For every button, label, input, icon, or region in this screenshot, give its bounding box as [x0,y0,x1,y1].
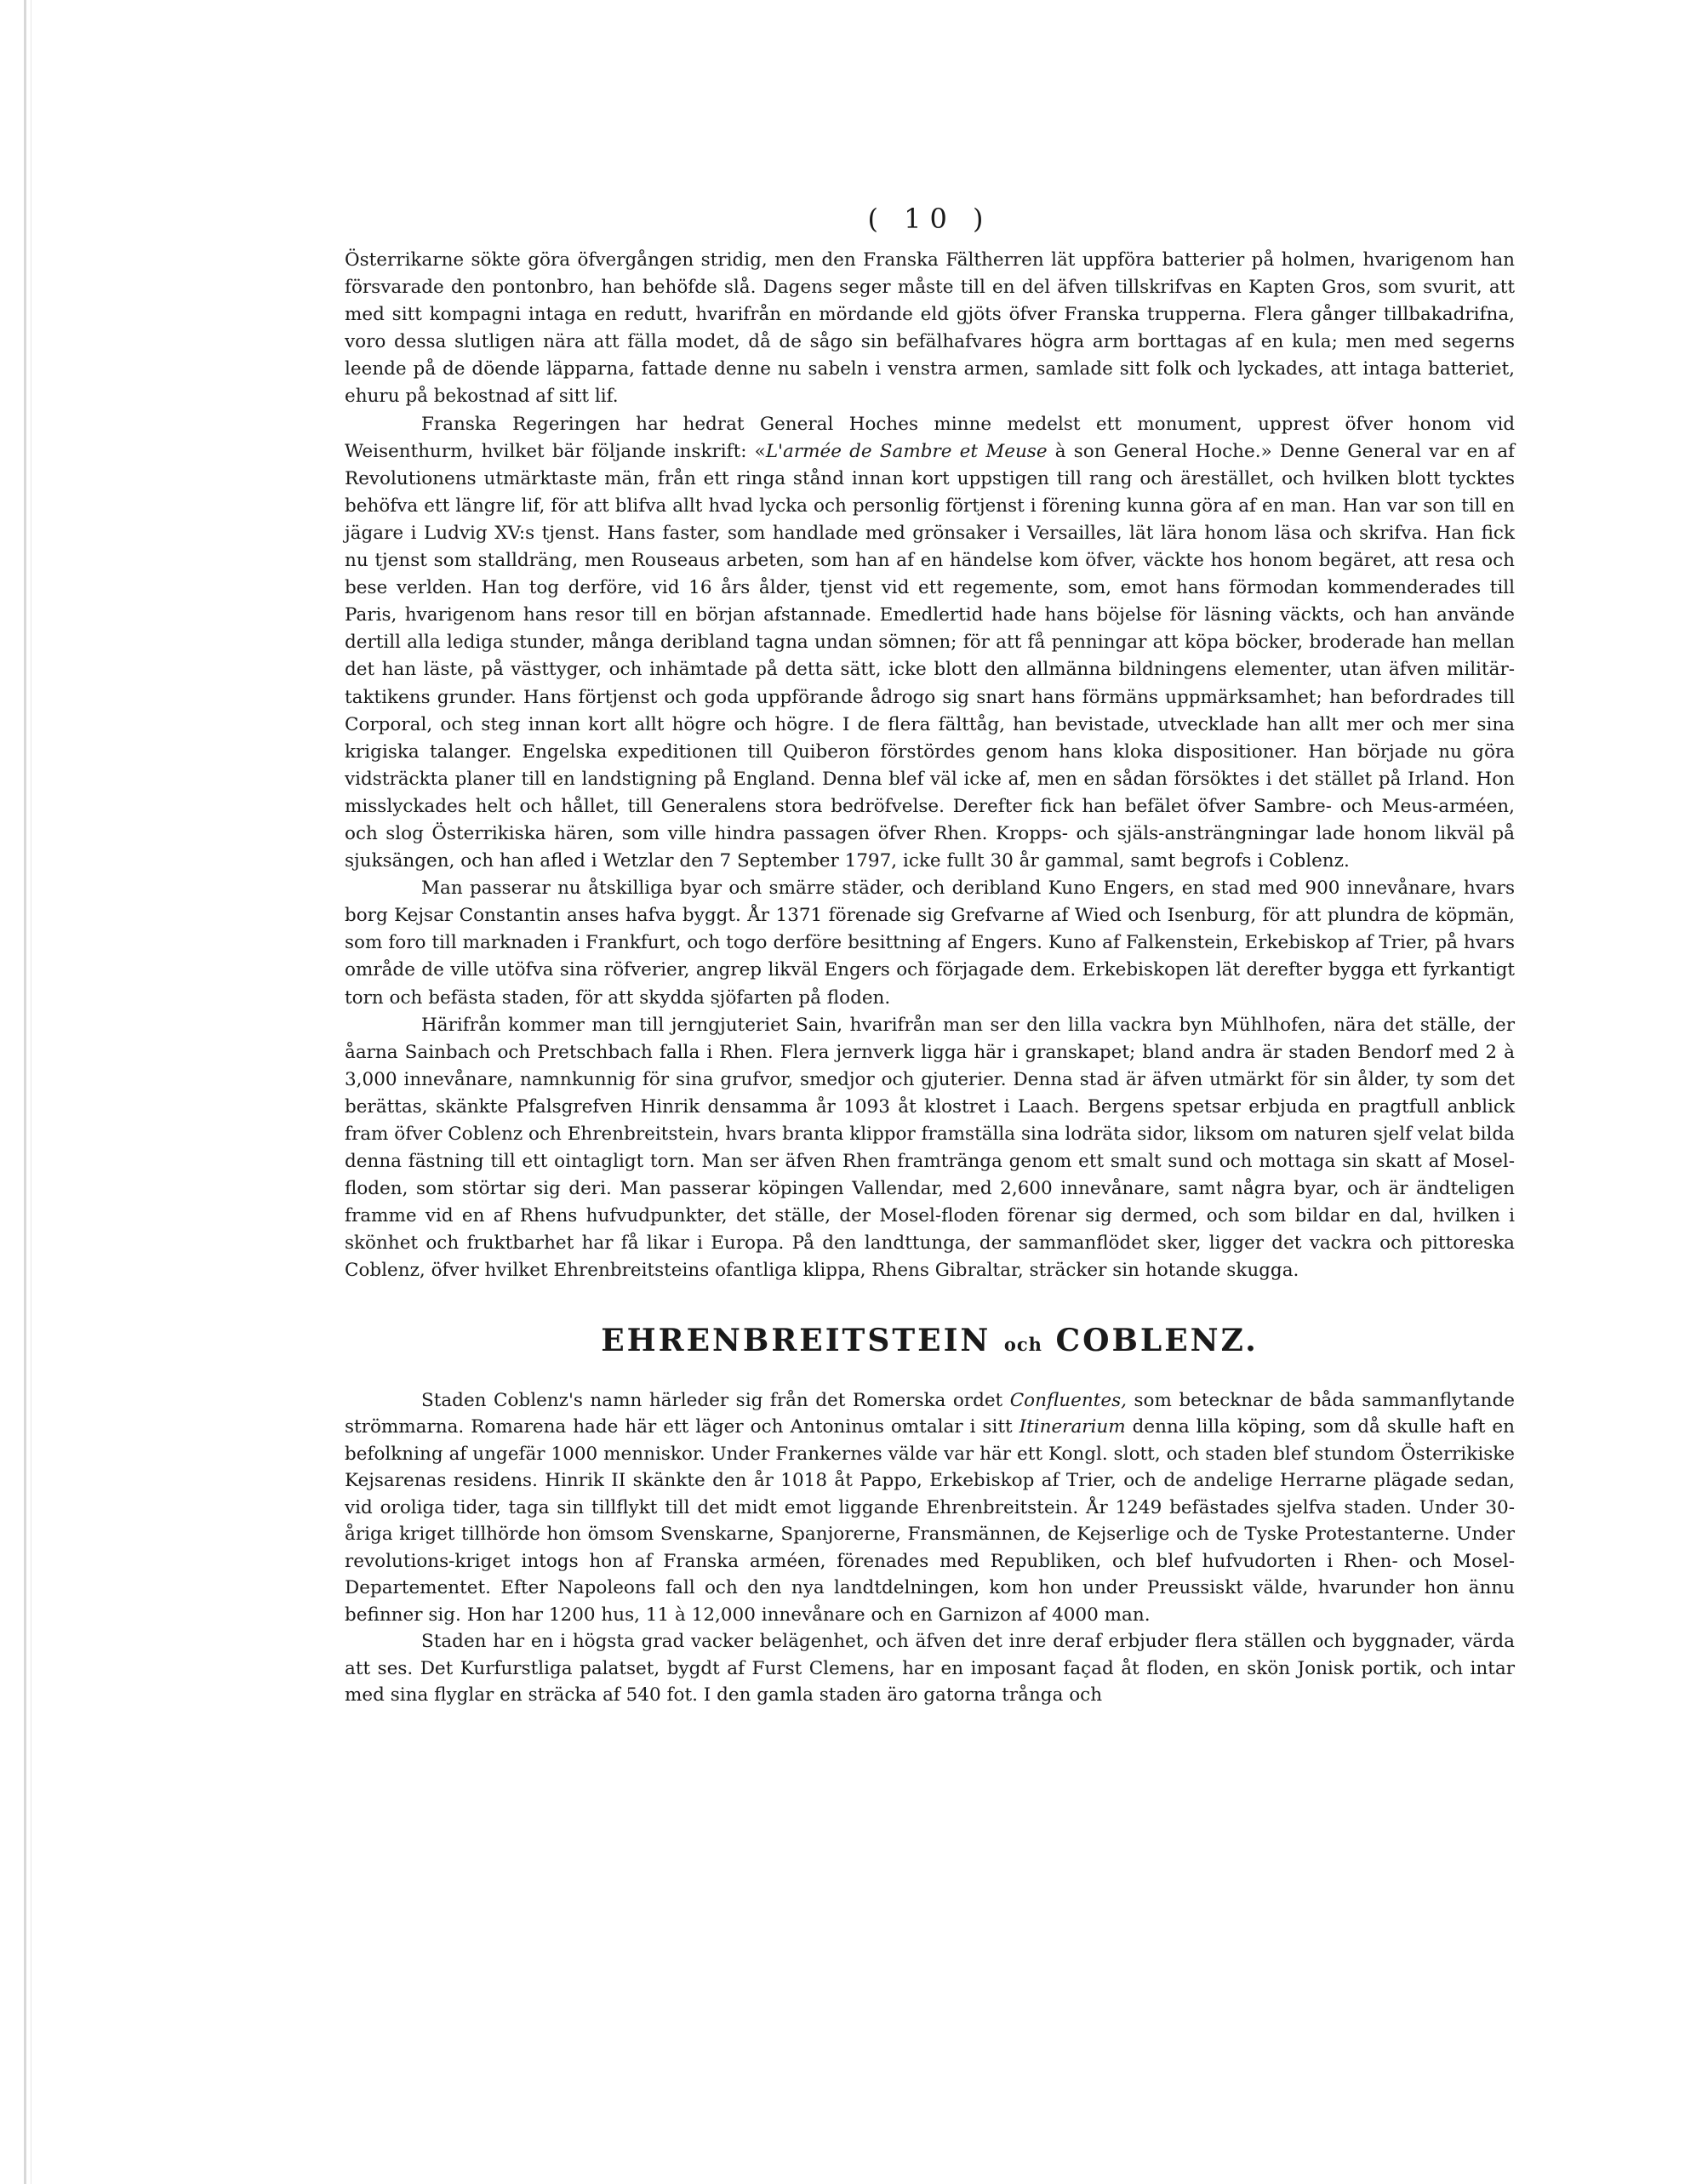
heading-part1: EHRENBREITSTEIN [601,1322,991,1358]
inscription-text: L'armée de Sambre et Meuse [765,440,1048,462]
paragraph-coblenz-history [345,1387,1515,1629]
heading-connector: och [1003,1333,1042,1355]
paragraph-battle: Österrikarne sökte göra öfvergången stridig, men den Franska Fältherren lät uppföra batterier på holmen, hvarigenom han försvarade den pontonbro, han behöfde slå. Dagens seger måste till en del äfven tillskrifvas en Kapten Gros, som svurit, att med sitt kompagni intaga en redutt, hvarifrån en mördande eld gjöts öfver Franska trupperna. Flera gånger tillbakadrifna, voro dessa slutligen nära att fälla modet, då de sågo sin befälhafvares högra arm borttagas af en kula; men med segerns leende på de döende läpparna, fattade denne nu sabeln i venstra armen, samlade sitt folk och lyckades, att intaga batteriet, ehuru på bekostnad af sitt lif. [345,249,1515,408]
heading-part2: COBLENZ. [1055,1322,1259,1358]
text-column [345,203,1515,1709]
page-number: ( 10 ) [867,203,992,235]
page-edge [24,0,26,2184]
coblenz-text-c: denna lilla köping, som då skulle haft en befolkning af ungefär 1000 menniskor. Under Frankernes välde var här ett Kongl. slott, och staden blef stundom Österrikiske Kejsarenas residens. Hinrik II skänkte den år 1018 åt Pappo, Erkebiskop af Trier, och de andelige Herrarne plägade sedan, vid oroliga tider, taga sin tillflykt till det midt emot liggande Ehrenbreitstein. År 1249 befästades sjelfva staden. Under 30-åriga kriget tillhörde hon ömsom Svenskarne, Spanjorerne, Fransmännen, de Kejserlige och de Tyske Protestanterne. Under revolutions-kriget intogs hon af Franska arméen, förenades med Republiken, och blef hufvudorten i Rhen- och Mosel-Departementet. Efter Napoleons fall och den nya landtdelningen, kom hon under Preussiskt välde, hvarunder hon ännu befinner sig. Hon har 1200 hus, 11 à 12,000 innevånare och en Garnizon af 4000 man. [345,1416,1515,1626]
confluentes-term: Confluentes, [1009,1389,1127,1411]
section-heading [345,1323,1515,1358]
paragraph-coblenz-city: Staden har en i högsta grad vacker belägenhet, och äfven det inre deraf erbjuder flera ställen och byggnader, värda att ses. Det Kurfurstliga palatset, bygdt af Furst Clemens, har en imposant façad åt floden, en skön Jonisk portik, och intar med sina flyglar en sträcka af 540 fot. I den gamla staden äro gatorna trånga och [345,1631,1515,1707]
paragraph-sain: Härifrån kommer man till jerngjuteriet Sain, hvarifrån man ser den lilla vackra byn Mühlhofen, nära det ställe, der åarna Sainbach och Pretschbach falla i Rhen. Flera jernverk ligga här i granskapet; bland andra är staden Bendorf med 2 à 3,000 innevånare, namnkunnig för sina grufvor, smedjor och gjuterier. Denna stad är äfven utmärkt för sin ålder, ty som det berättas, skänkte Pfalsgrefven Hinrik densamma år 1093 åt klostret i Laach. Bergens spetsar erbjuda en pragtfull anblick fram öfver Coblenz och Ehrenbreitstein, hvars branta klippor framställa sina lodräta sidor, liksom om naturen sjelf velat bilda denna fästning till ett ointagligt torn. Man ser äfven Rhen framtränga genom ett smalt sund och mottaga sin skatt af Mosel-floden, som störtar sig deri. Man passerar köpingen Vallendar, med 2,600 innevånare, samt några byar, och är ändteligen framme vid en af Rhens hufvudpunkter, det ställe, der Mosel-floden förenar sig dermed, och som bildar en dal, hvilken i skönhet och fruktbarhet har få likar i Europa. På den landttunga, der sammanflödet sker, ligger det vackra och pittoreska Coblenz, öfver hvilket Ehrenbreitsteins ofantliga klippa, Rhens Gibraltar, sträcker sin hotande skugga. [345,1014,1515,1282]
paragraph-monument [345,411,1515,876]
section-hoche [345,247,1515,1285]
monument-text-rest: à son General Hoche.» Denne General var en af Revolutionens utmärktaste män, från ett ringa stånd innan kort uppstigen till rang och ärestället, och hvilken blott tycktes behöfva ett längre lif, för att blifva allt hvad lycka och personlig förtjenst i förening kunna göra af en man. Han var son till en jägare i Ludvig XV:s tjenst. Hans faster, som handlade med grönsaker i Versailles, lät lära honom läsa och skrifva. Han fick nu tjenst som stalldräng, men Rouseaus arbeten, som han af en händelse kom öfver, väckte hos honom begäret, att resa och bese verlden. Han tog derföre, vid 16 års ålder, tjenst vid ett regemente, som, emot hans förmodan kommenderades till Paris, hvarigenom hans resor till en början afstannade. Emedlertid hade hans böjelse för läsning väckts, och han använde dertill alla lediga stunder, många deribland tagna undan sömnen; för att få penningar att köpa böcker, broderade han mellan det han läste, på västtyger, och inhämtade på detta sätt, icke blott den allmänna bildningens elementer, utan äfven militär-taktikens grunder. Hans förtjenst och goda uppförande ådrogo sig snart hans förmäns uppmärksamhet; han befordrades till Corporal, och steg innan kort allt högre och högre. I de flera fälttåg, han bevistade, utvecklade han allt mer och mer sina krigiska talanger. Engelska expeditionen till Quiberon förstördes genom hans kloka dispositioner. Han började nu göra vidsträckta planer till en landstigning på England. Denna blef väl icke af, men en sådan försöktes i det stället på Irland. Hon misslyckades helt och hållet, till Generalens stora bedröfvelse. Derefter fick han befälet öfver Sambre- och Meus-arméen, och slog Österrikiska hären, som ville hindra passagen öfver Rhen. Kropps- och själs-ansträngningar lade honom likväl på sjuksängen, och han afled i Wetzlar den 7 September 1797, icke fullt 30 år gammal, samt begrofs i Coblenz. [345,440,1516,872]
monument-text-start: Franska Regeringen har hedrat General Hoches minne medelst ett monument, upprest öfver honom vid Weisenthurm, hvilket bär följande inskrift: « [345,413,1515,462]
section-coblenz [345,1387,1515,1709]
paragraph-engers: Man passerar nu åtskilliga byar och smärre städer, och deribland Kuno Engers, en stad med 900 innevånare, hvars borg Kejsar Constantin anses hafva byggt. År 1371 förenade sig Grefvarne af Wied och Isenburg, för att plundra de köpmän, som foro till marknaden i Frankfurt, och togo derföre besittning af Engers. Kuno af Falkenstein, Erkebiskop af Trier, på hvars område de ville utöfva sina röfverier, angrep likväl Engers och förjagade dem. Erkebiskopen lät derefter bygga ett fyrkantigt torn och befästa staden, för att skydda sjöfarten på floden. [345,878,1515,1009]
coblenz-text-a: Staden Coblenz's namn härleder sig från det Romerska ordet [421,1389,1010,1411]
itinerarium-term: Itinerarium [1019,1416,1126,1438]
coblenz-text-b: som betecknar de båda sammanflytande strömmarna. Romarena hade här ett läger och Antoninus omtalar i sitt [345,1389,1515,1438]
